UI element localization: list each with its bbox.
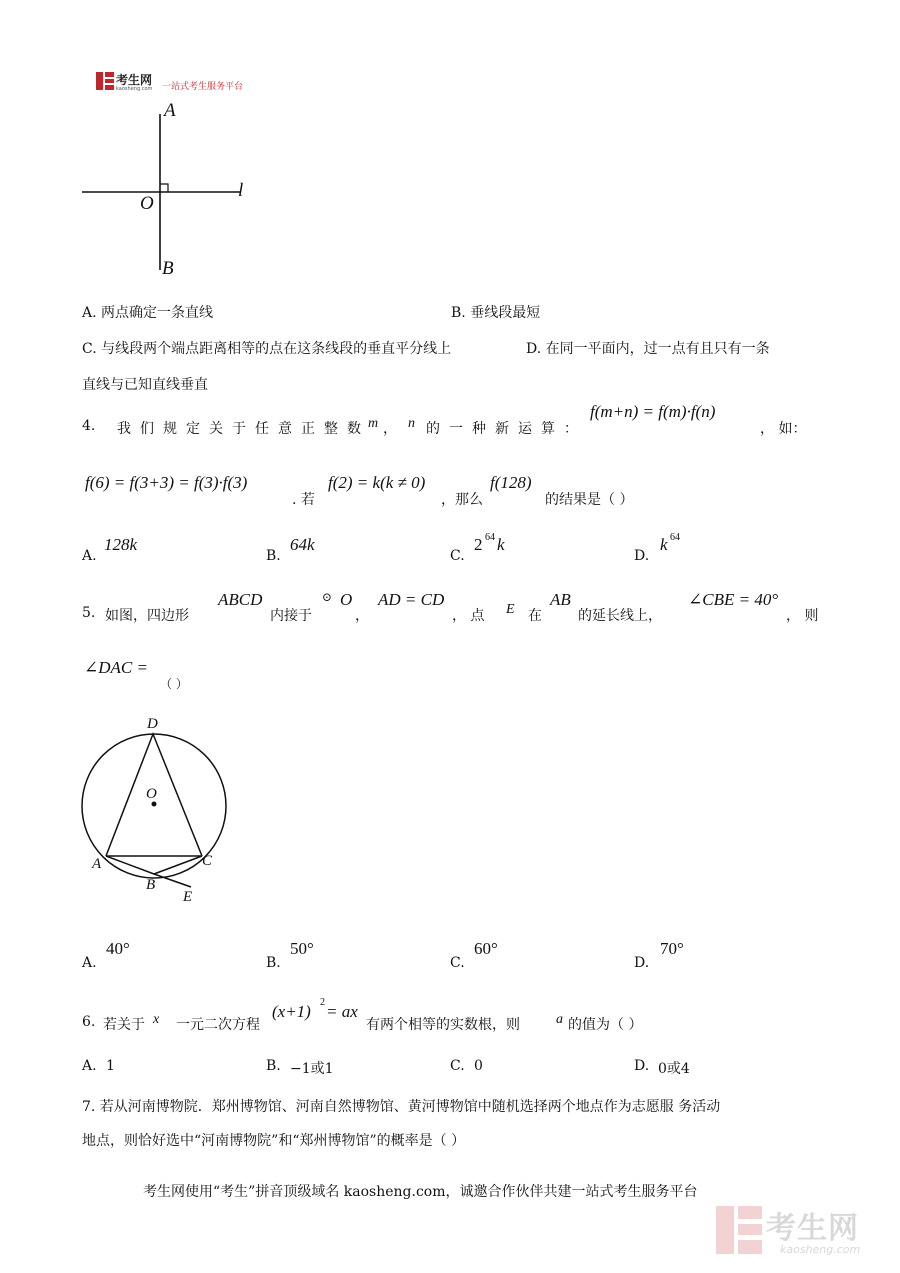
q4-text2: 的一种新运算：	[426, 421, 587, 437]
q5-angle-cbe: ∠CBE = 40°	[688, 590, 779, 609]
fig1-label-l: l	[238, 180, 244, 201]
q5-comma: ，	[355, 608, 369, 624]
circle-quadrilateral-figure	[70, 720, 240, 900]
q4-text5: ，那么	[441, 492, 483, 508]
q4-text3: ， 如：	[760, 421, 807, 437]
q4-option-d-base: k	[660, 535, 668, 554]
q4-option-b-label: B.	[266, 548, 281, 564]
fig2-label-d: D	[147, 716, 158, 732]
q5-text6: ， 则	[786, 608, 819, 624]
q6-option-b-value: −1或1	[290, 1061, 334, 1077]
footer-text: 考生网使用“考生”拼音顶级域名 kaosheng.com，诚邀合作伙伴共建一站式考生服务平台	[143, 1184, 698, 1200]
q5-text2: 内接于	[270, 608, 312, 624]
q6-text3: 有两个相等的实数根，则	[366, 1017, 520, 1033]
q5-eq-ad-cd: AD = CD	[378, 590, 445, 609]
fig2-label-o: O	[146, 786, 157, 802]
fig1-label-o: O	[140, 193, 154, 214]
q6-text1: 若关于	[103, 1017, 145, 1033]
q6-option-d-label: D.	[634, 1058, 650, 1074]
q4-text1: 我们规定关于任意正整数	[117, 421, 370, 437]
q4-option-c-tail: k	[497, 535, 505, 554]
q6-text4: 的值为（ ）	[568, 1017, 643, 1033]
q7-line1: 7. 若从河南博物院．郑州博物馆、河南自然博物馆、黄河博物馆中随机选择两个地点作为志愿服 务活动	[82, 1099, 721, 1115]
q5-option-b-label: B.	[266, 955, 281, 971]
q4-formula-target: f(128)	[490, 473, 532, 492]
q4-option-d-exp: 64	[670, 532, 680, 543]
q6-option-a-label: A.	[82, 1058, 97, 1074]
q6-eq-base: (x+1)	[272, 1002, 311, 1021]
q5-e: E	[506, 602, 515, 617]
q4-number: 4.	[82, 418, 96, 434]
q5-option-d-value: 70°	[660, 939, 684, 958]
q4-option-a-value: 128k	[104, 535, 138, 554]
q5-abcd: ABCD	[218, 590, 263, 609]
q3-option-d-line1: D. 在同一平面内，过一点有且只有一条	[526, 341, 770, 357]
q5-o: O	[340, 590, 353, 609]
fig1-label-b: B	[162, 258, 174, 279]
q5-option-c-value: 60°	[474, 939, 498, 958]
q7-line2: 地点，则恰好选中“河南博物院”和“郑州博物馆”的概率是（ ）	[82, 1133, 466, 1149]
q6-eq-exp: 2	[320, 997, 325, 1008]
q5-text4: 在	[528, 608, 542, 624]
fig2-label-e: E	[183, 889, 193, 905]
q6-text2: 一元二次方程	[176, 1017, 260, 1033]
q5-angle-dac: ∠DAC =	[84, 658, 148, 677]
q6-option-a-value: 1	[106, 1058, 115, 1074]
q5-text3: ， 点	[452, 608, 485, 624]
q3-option-a: A. 两点确定一条直线	[82, 305, 214, 321]
fig2-label-a: A	[92, 856, 102, 872]
header-tagline: 一站式考生服务平台	[162, 82, 244, 92]
q6-option-c-label: C.	[450, 1058, 465, 1074]
q5-option-c-label: C.	[450, 955, 465, 971]
q4-text6: 的结果是（ ）	[545, 492, 634, 508]
q5-ab: AB	[550, 590, 571, 609]
q4-var-n: n	[408, 416, 415, 431]
watermark-domain: kaosheng.com	[780, 1243, 861, 1256]
fig2-label-c: C	[202, 853, 213, 869]
q5-option-d-label: D.	[634, 955, 650, 971]
q5-number: 5.	[82, 605, 96, 621]
q4-option-c-label: C.	[450, 548, 465, 564]
q3-option-b: B. 垂线段最短	[451, 305, 541, 321]
q5-option-b-value: 50°	[290, 939, 314, 958]
logo-domain: kaosheng.com	[116, 86, 153, 92]
q6-x: x	[153, 1012, 160, 1027]
q5-text1: 如图，四边形	[105, 608, 189, 624]
watermark-logo-icon	[716, 1206, 762, 1254]
q6-option-d-value: 0或4	[658, 1061, 690, 1077]
q5-paren: （ ）	[160, 677, 188, 691]
fig2-label-b: B	[146, 877, 156, 893]
q4-option-a-label: A.	[82, 548, 97, 564]
q6-eq-tail: = ax	[326, 1002, 358, 1021]
q4-formula-def: f(m+n) = f(m)·f(n)	[590, 402, 716, 421]
q4-option-d-label: D.	[634, 548, 650, 564]
logo-name: 考生网	[116, 73, 153, 87]
q6-a: a	[556, 1012, 563, 1027]
q3-option-d-line2: 直线与已知直线垂直	[82, 377, 208, 393]
q4-formula-condition: f(2) = k(k ≠ 0)	[328, 473, 426, 492]
circle-symbol-icon: ⊙	[322, 590, 333, 604]
q4-text4: . 若	[292, 492, 315, 508]
q5-option-a-label: A.	[82, 955, 97, 971]
q5-option-a-value: 40°	[106, 939, 130, 958]
q4-formula-example: f(6) = f(3+3) = f(3)·f(3)	[85, 473, 248, 492]
q4-comma: ，	[383, 421, 397, 437]
q3-option-c: C. 与线段两个端点距离相等的点在这条线段的垂直平分线上	[82, 341, 452, 357]
q4-var-m: m	[368, 416, 379, 431]
kaosheng-logo-icon	[96, 72, 114, 90]
q6-number: 6.	[82, 1014, 96, 1030]
q6-option-b-label: B.	[266, 1058, 281, 1074]
fig1-label-a: A	[164, 100, 176, 121]
q4-option-c-exp: 64	[485, 532, 495, 543]
watermark-name: 考生网	[766, 1211, 859, 1246]
q6-option-c-value: 0	[474, 1058, 483, 1074]
q5-text5: 的延长线上，	[578, 608, 662, 624]
q4-option-b-value: 64k	[290, 535, 315, 554]
q4-option-c-base: 2	[474, 535, 483, 554]
right-angle-mark	[160, 184, 168, 192]
